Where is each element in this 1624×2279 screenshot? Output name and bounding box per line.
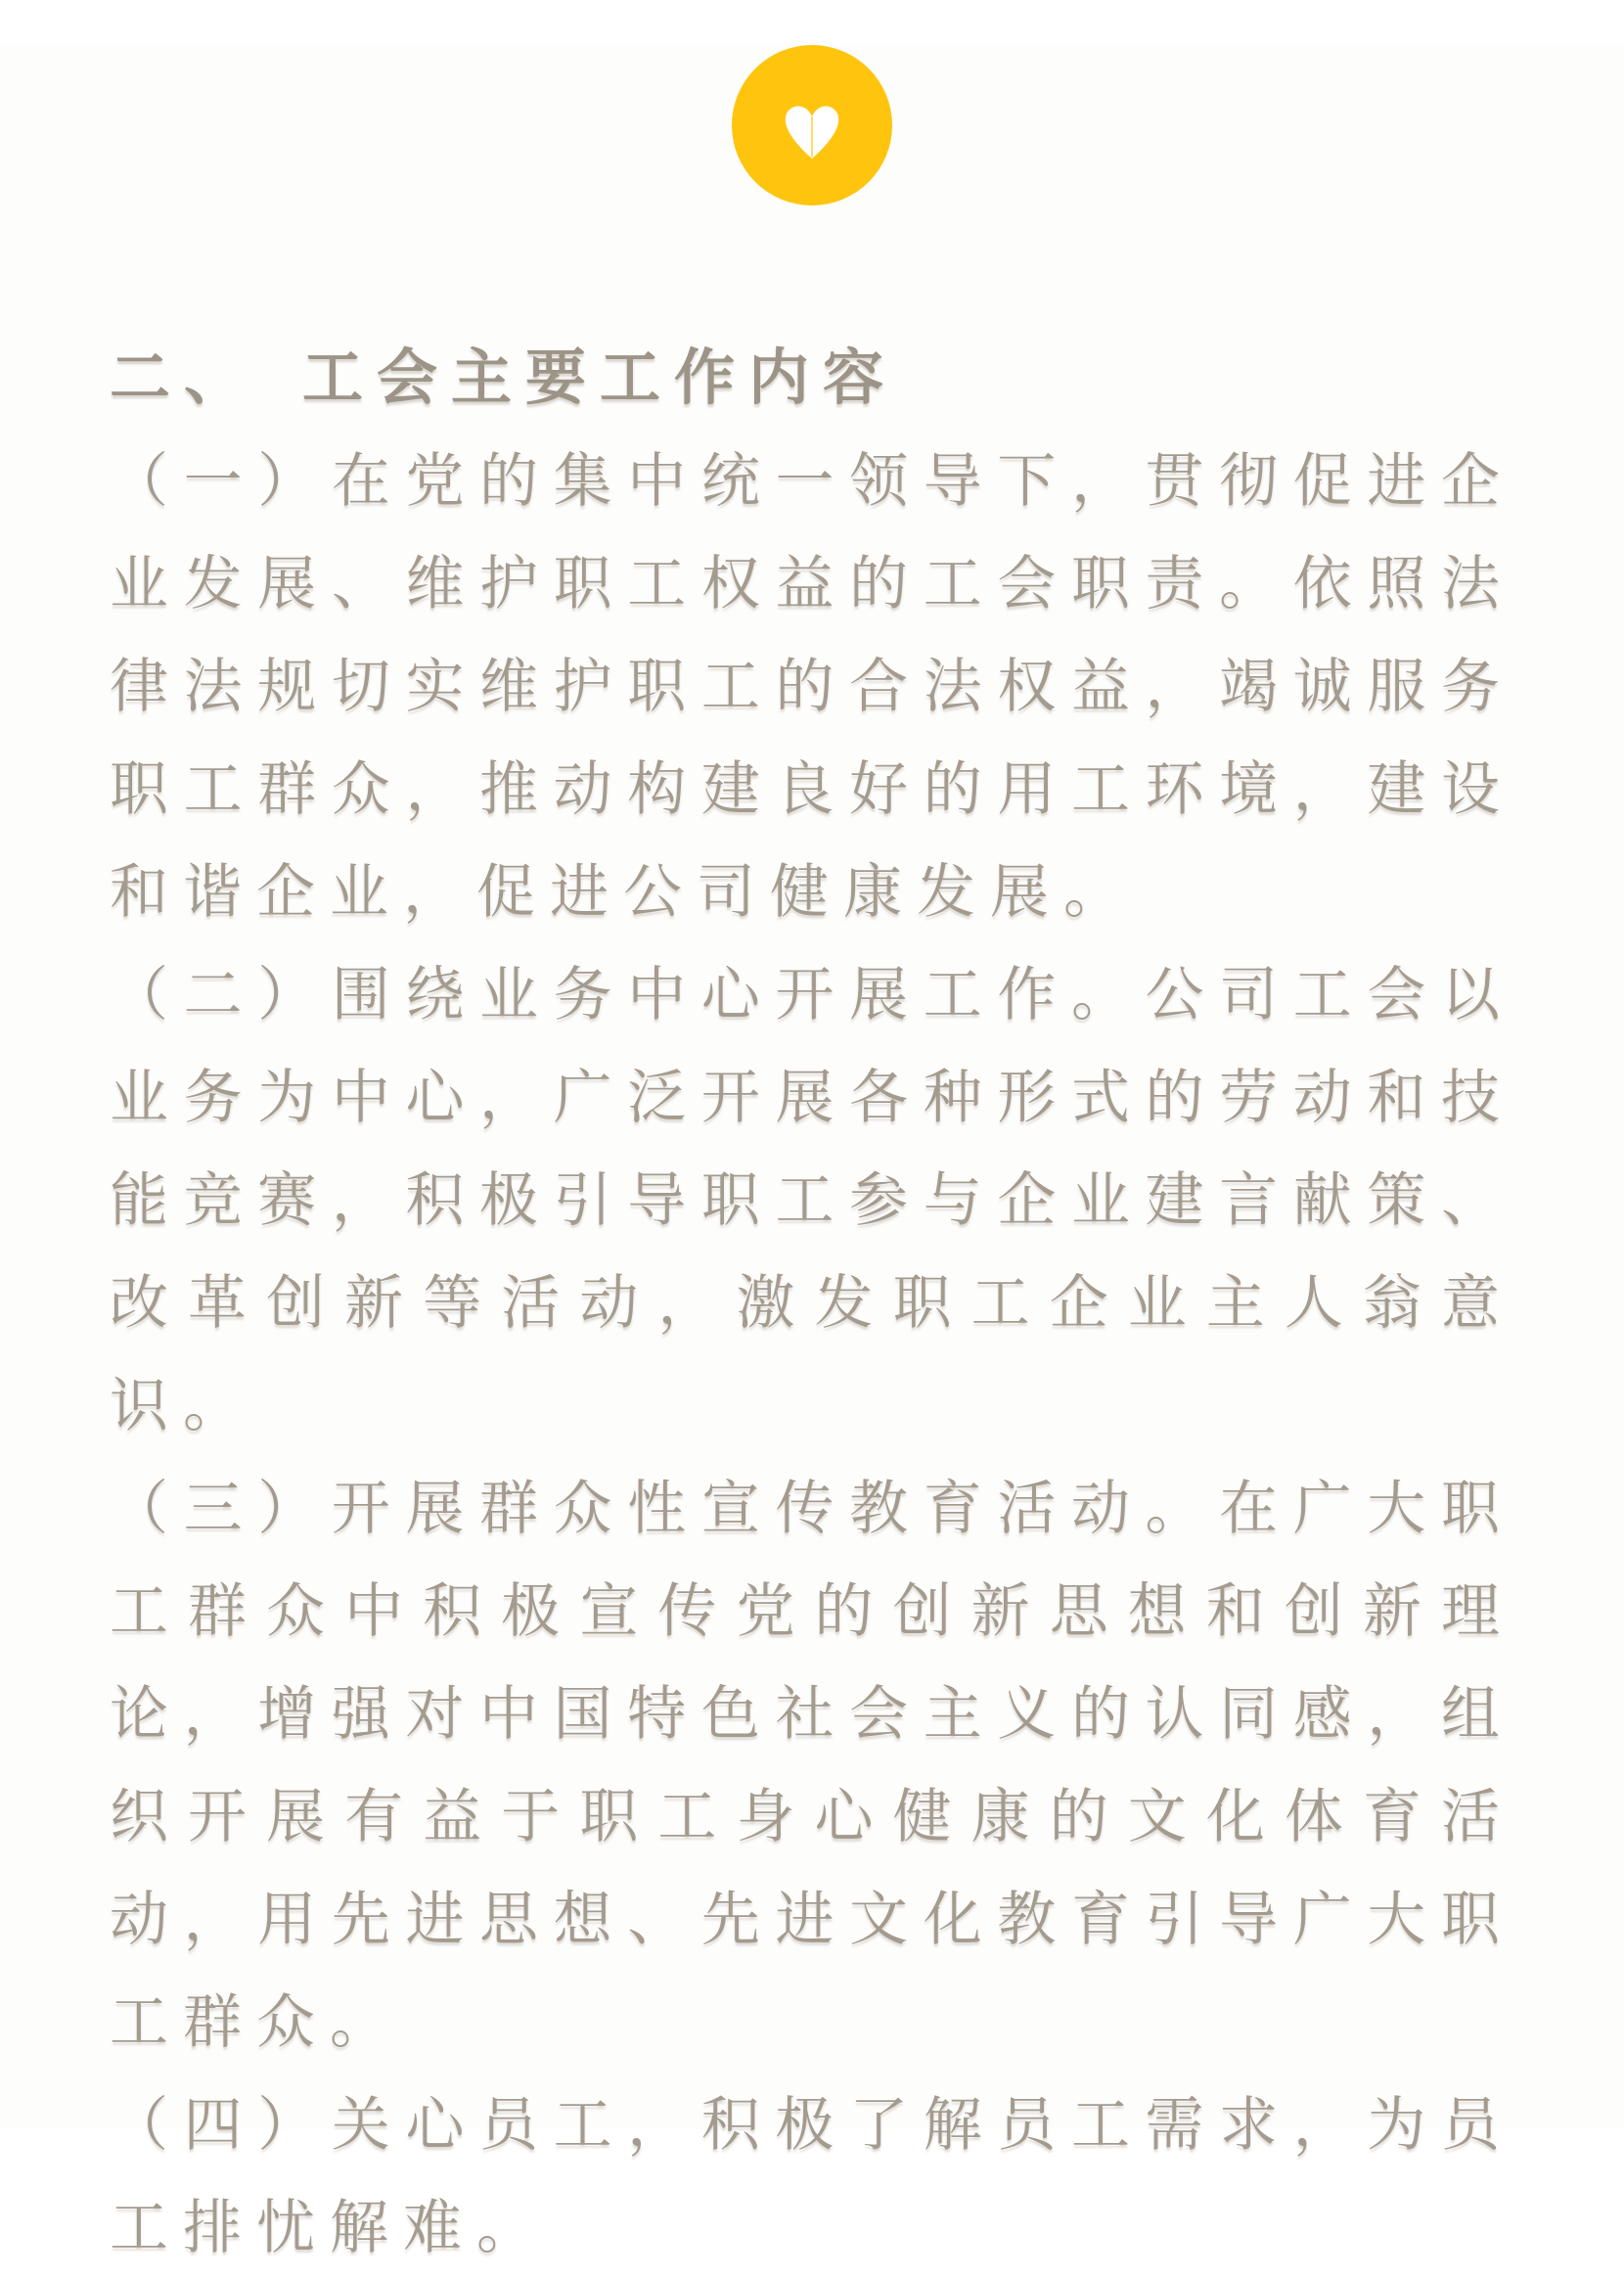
paragraph-2: （二）围绕业务中心开展工作。公司工会以业务为中心，广泛开展各种形式的劳动和技能竞赛，积极引导职工参与企业建言献策、改革创新等活动，激发职工企业主人翁意识。 <box>110 962 1514 1438</box>
document-page <box>0 45 1624 2260</box>
paragraph-3: （三）开展群众性宣传教育活动。在广大职工群众中积极宣传党的创新思想和创新理论，增强对中国特色社会主义的认同感，组织开展有益于职工身心健康的文化体育活动，用先进思想、先进文化教育引导广大职工群众。 <box>110 1476 1514 2055</box>
paragraph-4: （四）关心员工，积极了解员工需求，为员工排忧解难。 <box>110 2092 1514 2260</box>
heart-icon <box>775 85 849 165</box>
section-heading: 二、 工会主要工作内容 <box>110 344 898 412</box>
paragraph-1: （一）在党的集中统一领导下，贯彻促进企业发展、维护职工权益的工会职责。依照法律法规切实维护职工的合法权益，竭诚服务职工群众，推动构建良好的用工环境，建设和谐企业，促进公司健康发展。 <box>110 448 1514 925</box>
article-body <box>110 327 1514 2279</box>
heart-badge <box>732 45 892 205</box>
